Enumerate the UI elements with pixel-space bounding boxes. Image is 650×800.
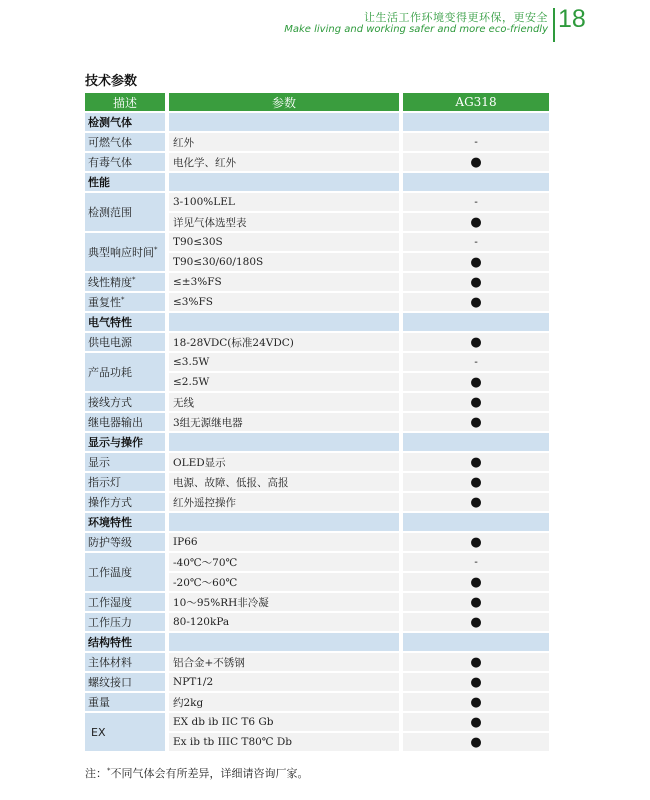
row-label [85, 713, 165, 751]
section-heading: 显示与操作 [85, 433, 165, 451]
page-number: 18 [558, 5, 586, 33]
row-value: NPT1/2 [169, 673, 399, 691]
row-label-text: 防护等级 [88, 536, 132, 549]
table-row [85, 293, 549, 311]
row-label-footnote-mark: * [132, 275, 136, 284]
supported-dot-mark: ● [403, 153, 549, 171]
not-applicable-dash-mark: - [403, 353, 549, 371]
header-divider [553, 8, 555, 42]
row-value: 80-120kPa [169, 613, 399, 631]
header-slogan-cn: 让生活工作环境变得更环保，更安全 [364, 11, 548, 24]
row-value: ≤2.5W [169, 373, 399, 391]
row-value: EX db ib IIC T6 Gb [169, 713, 399, 731]
row-value: 红外 [169, 133, 399, 151]
row-label [85, 653, 165, 671]
table-row [85, 273, 549, 291]
row-label [85, 693, 165, 711]
not-applicable-dash-mark: - [403, 233, 549, 251]
section-heading: 检测气体 [85, 113, 165, 131]
row-value: 铝合金+不锈钢 [169, 653, 399, 671]
row-value: Ex ib tb IIIC T80℃ Db [169, 733, 399, 751]
table-row [85, 693, 549, 711]
row-label [85, 613, 165, 631]
row-label [85, 533, 165, 551]
not-applicable-dash-mark: - [403, 133, 549, 151]
row-label-text: 继电器输出 [88, 416, 143, 429]
section-row [85, 433, 549, 451]
table-row [85, 493, 549, 511]
table-row [85, 653, 549, 671]
row-value: 详见气体选型表 [169, 213, 399, 231]
supported-dot-mark: ● [403, 413, 549, 431]
table-row [85, 473, 549, 491]
section-row [85, 113, 549, 131]
footnote-text: 不同气体会有所差异，详细请咨询厂家。 [110, 767, 309, 780]
supported-dot-mark: ● [403, 253, 549, 271]
row-label [85, 473, 165, 491]
row-label-footnote-mark: * [121, 295, 125, 304]
table-row [85, 453, 549, 471]
table-row [85, 413, 549, 431]
spec-table [85, 91, 549, 753]
row-label [85, 453, 165, 471]
row-value: IP66 [169, 533, 399, 551]
supported-dot-mark: ● [403, 733, 549, 751]
row-value: T90≤30/60/180S [169, 253, 399, 271]
header-param: 参数 [169, 93, 399, 111]
table-row [85, 233, 549, 251]
header-slogan-en: Make living and working safer and more eco-friendly [284, 24, 548, 35]
header-model: AG318 [403, 93, 549, 111]
table-row [85, 673, 549, 691]
row-value: ≤3%FS [169, 293, 399, 311]
footnote-sup: * [107, 766, 111, 775]
table-row [85, 553, 549, 571]
row-label [85, 233, 165, 271]
supported-dot-mark: ● [403, 613, 549, 631]
section-row [85, 633, 549, 651]
row-value: 红外遥控操作 [169, 493, 399, 511]
row-label-text: 可燃气体 [88, 136, 132, 149]
row-label-text: 重复性 [88, 296, 121, 309]
table-row [85, 153, 549, 171]
supported-dot-mark: ● [403, 573, 549, 591]
row-label [85, 193, 165, 231]
row-value: T90≤30S [169, 233, 399, 251]
supported-dot-mark: ● [403, 393, 549, 411]
row-label [85, 493, 165, 511]
row-label [85, 153, 165, 171]
row-label [85, 133, 165, 151]
row-value: 无线 [169, 393, 399, 411]
header-desc: 描述 [85, 93, 165, 111]
table-row [85, 713, 549, 731]
row-label-text: 线性精度 [88, 276, 132, 289]
supported-dot-mark: ● [403, 453, 549, 471]
not-applicable-dash-mark: - [403, 193, 549, 211]
table-row [85, 193, 549, 211]
section-heading: 性能 [85, 173, 165, 191]
row-label [85, 393, 165, 411]
row-value: 电源、故障、低报、高报 [169, 473, 399, 491]
footnote-prefix: 注： [85, 767, 107, 780]
row-label-text: 检测范围 [88, 206, 132, 219]
row-label-text: 工作压力 [88, 616, 132, 629]
supported-dot-mark: ● [403, 653, 549, 671]
row-value: ≤3.5W [169, 353, 399, 371]
section-heading: 环境特性 [85, 513, 165, 531]
supported-dot-mark: ● [403, 273, 549, 291]
row-value: 10～95%RH非冷凝 [169, 593, 399, 611]
row-label [85, 273, 165, 291]
row-label-text: 产品功耗 [88, 366, 132, 379]
row-label-text: 指示灯 [88, 476, 121, 489]
row-label [85, 593, 165, 611]
row-label-text: EX [91, 725, 106, 739]
supported-dot-mark: ● [403, 333, 549, 351]
section-row [85, 313, 549, 331]
supported-dot-mark: ● [403, 673, 549, 691]
row-label [85, 333, 165, 351]
table-row [85, 613, 549, 631]
row-value: 电化学、红外 [169, 153, 399, 171]
row-value: 3组无源继电器 [169, 413, 399, 431]
row-label-text: 显示 [88, 456, 110, 469]
row-value: -40℃～70℃ [169, 553, 399, 571]
row-value: OLED显示 [169, 453, 399, 471]
row-label-text: 工作温度 [88, 566, 132, 579]
supported-dot-mark: ● [403, 493, 549, 511]
not-applicable-dash-mark: - [403, 553, 549, 571]
footnote [85, 765, 309, 781]
table-row [85, 133, 549, 151]
row-label-text: 重量 [88, 696, 110, 709]
section-heading: 结构特性 [85, 633, 165, 651]
row-label-text: 操作方式 [88, 496, 132, 509]
row-label-text: 螺纹接口 [88, 676, 132, 689]
section-row [85, 513, 549, 531]
supported-dot-mark: ● [403, 213, 549, 231]
row-label [85, 293, 165, 311]
row-label-text: 典型响应时间 [88, 246, 154, 259]
row-label-text: 主体材料 [88, 656, 132, 669]
supported-dot-mark: ● [403, 533, 549, 551]
row-value: 3-100%LEL [169, 193, 399, 211]
supported-dot-mark: ● [403, 593, 549, 611]
row-label [85, 673, 165, 691]
table-row [85, 333, 549, 351]
row-value: -20℃～60℃ [169, 573, 399, 591]
row-label-footnote-mark: * [154, 245, 158, 254]
section-heading: 电气特性 [85, 313, 165, 331]
row-value: ≤±3%FS [169, 273, 399, 291]
table-row [85, 533, 549, 551]
table-row [85, 353, 549, 371]
section-row [85, 173, 549, 191]
table-header-row [85, 93, 549, 111]
row-label [85, 413, 165, 431]
row-label-text: 接线方式 [88, 396, 132, 409]
row-value: 18-28VDC(标准24VDC) [169, 333, 399, 351]
row-label-text: 供电电源 [88, 336, 132, 349]
row-label-text: 有毒气体 [88, 156, 132, 169]
supported-dot-mark: ● [403, 473, 549, 491]
supported-dot-mark: ● [403, 293, 549, 311]
row-label [85, 353, 165, 391]
supported-dot-mark: ● [403, 713, 549, 731]
table-row [85, 393, 549, 411]
row-label-text: 工作湿度 [88, 596, 132, 609]
row-label [85, 553, 165, 591]
supported-dot-mark: ● [403, 693, 549, 711]
section-title: 技术参数 [85, 74, 138, 89]
row-value: 约2kg [169, 693, 399, 711]
table-row [85, 593, 549, 611]
supported-dot-mark: ● [403, 373, 549, 391]
